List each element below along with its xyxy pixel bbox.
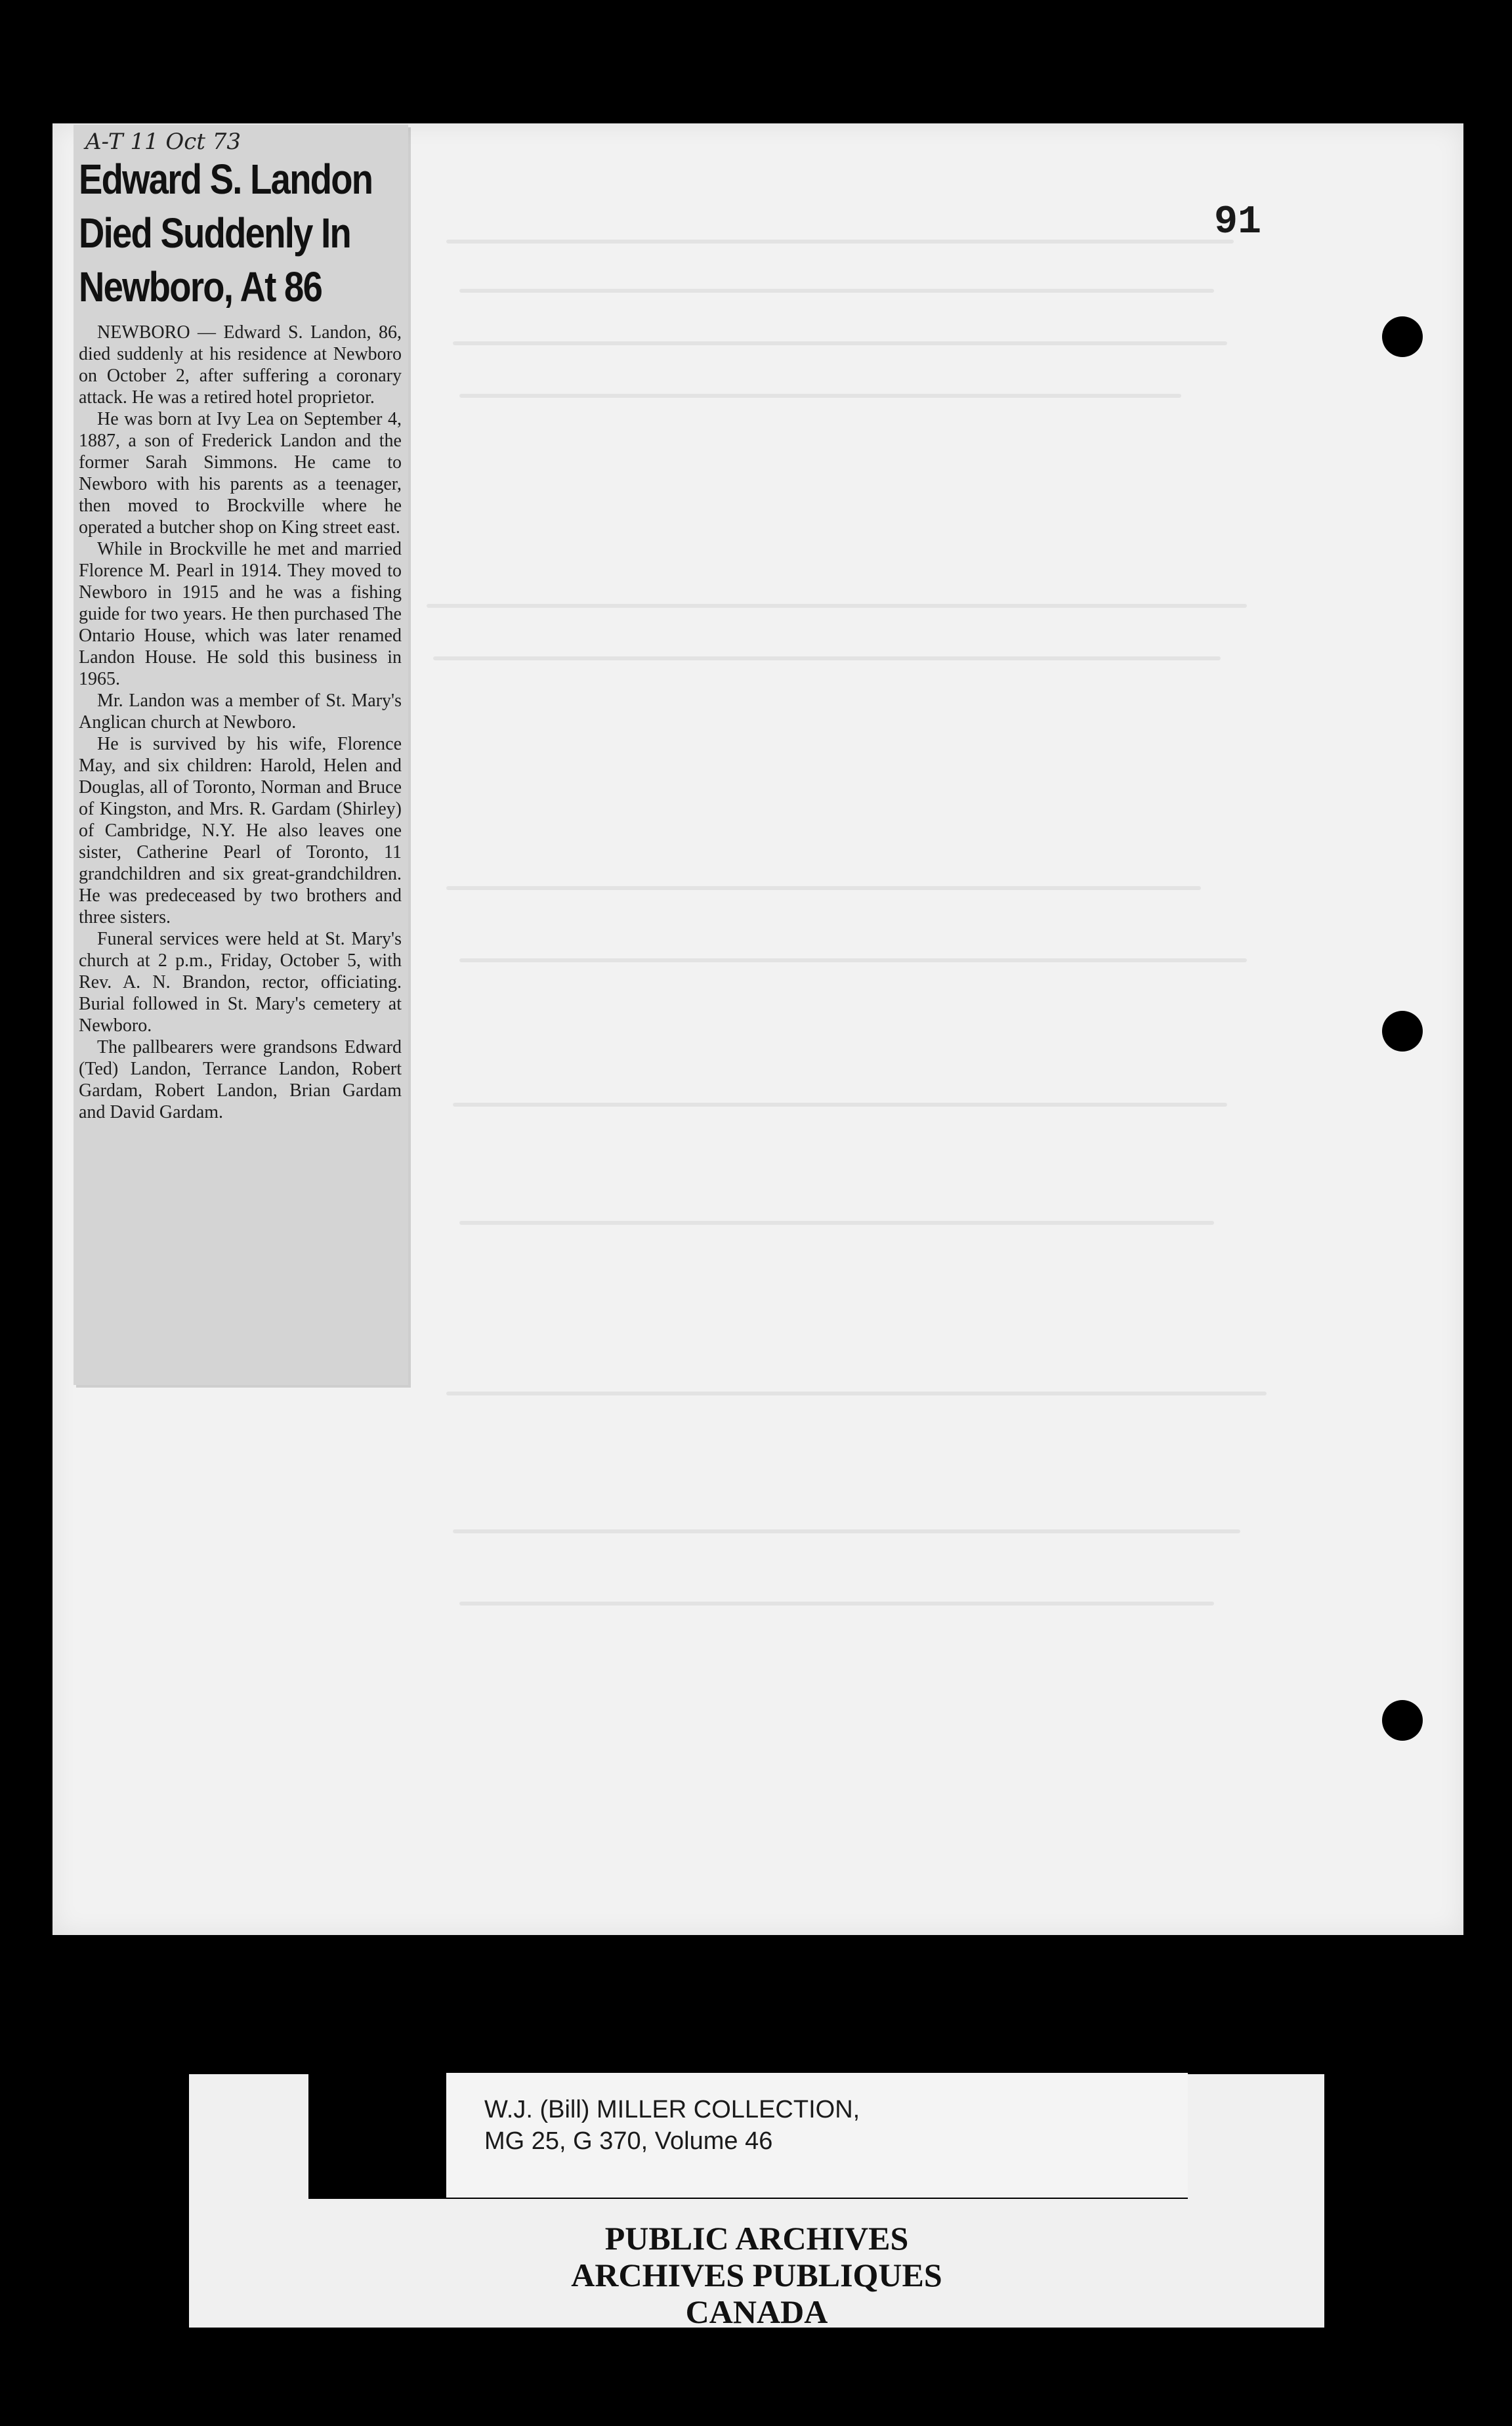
page-number: 91	[1214, 200, 1262, 245]
article-paragraph: The pallbearers were grandsons Edward (Ted) Landon, Terrance Landon, Robert Gardam, Robert Landon, Brian Gardam and David Gardam.	[79, 1037, 402, 1122]
collection-line: MG 25, G 370, Volume 46	[484, 2127, 773, 2155]
bleed-through-line	[459, 958, 1247, 962]
bleed-through-line	[453, 1529, 1240, 1533]
archives-line: PUBLIC ARCHIVES	[604, 2220, 909, 2257]
binder-hole-bottom	[1382, 1700, 1423, 1741]
article-paragraph: Funeral services were held at St. Mary's church at 2 p.m., Friday, October 5, with Rev. A. N. Brandon, rector, officiating. Burial followed in St. Mary's cemetery at Newboro.	[79, 929, 402, 1036]
bleed-through-line	[433, 656, 1221, 660]
archives-line: ARCHIVES PUBLIQUES	[571, 2257, 942, 2293]
archives-stamp	[189, 2220, 1324, 2330]
article-paragraph: While in Brockville he met and married Florence M. Pearl in 1914. They moved to Newboro in 1915 and he was a fishing guide for two years. He then purchased The Ontario House, which was later renamed Landon House. He sold this business in 1965.	[79, 539, 402, 689]
bleed-through-line	[459, 1602, 1214, 1606]
bleed-through-line	[427, 604, 1247, 608]
bleed-through-line	[453, 1103, 1227, 1107]
bleed-through-line	[459, 394, 1181, 398]
newspaper-clipping	[74, 125, 408, 1385]
headline-line: Died Suddenly In	[79, 209, 351, 257]
bleed-through-line	[446, 240, 1234, 244]
article-paragraph: Mr. Landon was a member of St. Mary's Anglican church at Newboro.	[79, 691, 402, 733]
binder-hole-middle	[1382, 1011, 1423, 1052]
bleed-through-line	[446, 886, 1201, 890]
clipping-headline	[79, 152, 373, 314]
binder-hole-top	[1382, 316, 1423, 357]
headline-line: Newboro, At 86	[79, 263, 322, 310]
headline-line: Edward S. Landon	[79, 156, 373, 203]
article-paragraph: He is survived by his wife, Florence May, and six children: Harold, Helen and Douglas, all of Toronto, Norman and Bruce of Kingston, and Mrs. R. Gardam (Shirley) of Cambridge, N.Y. He also leaves one sister, Catherine Pearl of Toronto, 11 grandchildren and six great-grandchildren. He was predeceased by two brothers and three sisters.	[79, 734, 402, 927]
handwritten-date-note: A-T 11 Oct 73	[85, 129, 242, 155]
collection-line: W.J. (Bill) MILLER COLLECTION,	[484, 2096, 860, 2123]
bleed-through-line	[453, 341, 1227, 345]
article-paragraph: NEWBORO — Edward S. Landon, 86, died suddenly at his residence at Newboro on October 2, after suffering a coronary attack. He was a retired hotel proprietor.	[79, 322, 402, 408]
clipping-body	[79, 322, 402, 1123]
archives-line: CANADA	[685, 2293, 828, 2330]
bleed-through-line	[459, 289, 1214, 293]
article-paragraph: He was born at Ivy Lea on September 4, 1887, a son of Frederick Landon and the former Sarah Simmons. He came to Newboro with his parents as a teenager, then moved to Brockville where he operated a butcher shop on King street east.	[79, 409, 402, 538]
bleed-through-line	[459, 1221, 1214, 1225]
collection-text	[484, 2094, 860, 2157]
bleed-through-line	[446, 1392, 1267, 1395]
